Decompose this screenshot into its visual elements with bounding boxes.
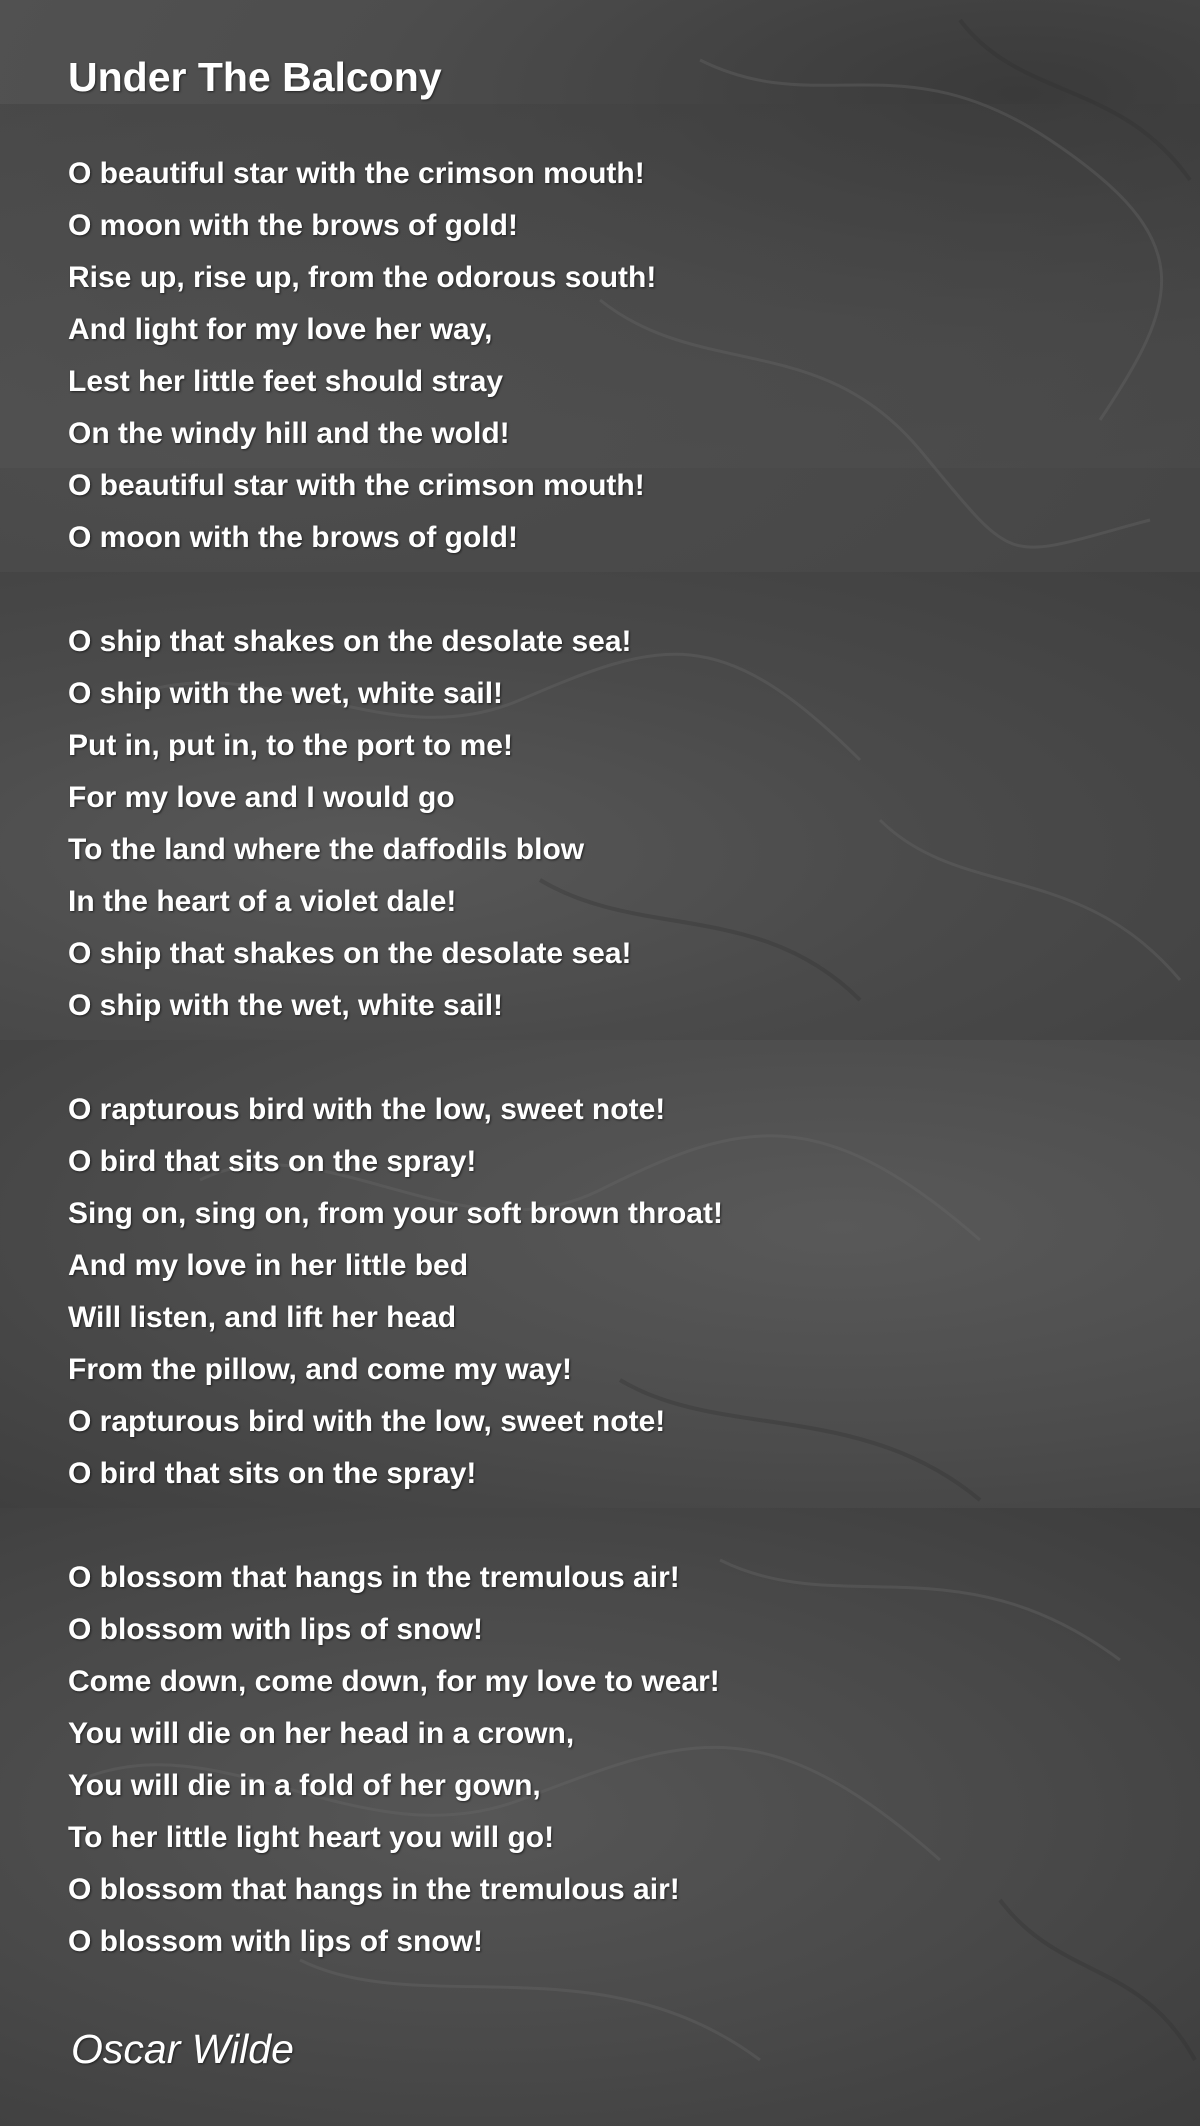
poem-line: O ship with the wet, white sail!: [68, 677, 504, 710]
stanza-2: [68, 616, 632, 1032]
poem-line: And light for my love her way,: [68, 313, 493, 346]
poem-line: For my love and I would go: [68, 781, 455, 814]
poem-line: O bird that sits on the spray!: [68, 1145, 477, 1178]
poem-line: You will die on her head in a crown,: [68, 1717, 575, 1750]
stanza-4: [68, 1552, 720, 1968]
poem-line: O blossom with lips of snow!: [68, 1925, 484, 1958]
poem-line: To her little light heart you will go!: [68, 1821, 555, 1854]
poem-line: In the heart of a violet dale!: [68, 885, 457, 918]
poem-line: O beautiful star with the crimson mouth!: [68, 157, 645, 190]
poem-line: O bird that sits on the spray!: [68, 1457, 477, 1490]
poem-line: O ship that shakes on the desolate sea!: [68, 625, 632, 658]
poem-line: And my love in her little bed: [68, 1249, 469, 1282]
poem-line: Rise up, rise up, from the odorous south!: [68, 261, 657, 294]
poem-line: Sing on, sing on, from your soft brown throat!: [68, 1197, 723, 1230]
poem-title: Under The Balcony: [68, 54, 442, 100]
poem-line: You will die in a fold of her gown,: [68, 1769, 541, 1802]
poem-line: On the windy hill and the wold!: [68, 417, 510, 450]
poem-line: O beautiful star with the crimson mouth!: [68, 469, 645, 502]
poem-line: To the land where the daffodils blow: [68, 833, 585, 866]
poem-line: Will listen, and lift her head: [68, 1301, 457, 1334]
poem-line: O ship that shakes on the desolate sea!: [68, 937, 632, 970]
poem-line: O rapturous bird with the low, sweet note!: [68, 1093, 666, 1126]
poem-line: Put in, put in, to the port to me!: [68, 729, 513, 762]
poem-line: Lest her little feet should stray: [68, 365, 504, 398]
poem-line: O blossom that hangs in the tremulous air!: [68, 1561, 680, 1594]
poem-author: Oscar Wilde: [71, 2026, 294, 2072]
poem-line: Come down, come down, for my love to wear!: [68, 1665, 720, 1698]
poem-line: O moon with the brows of gold!: [68, 521, 518, 554]
poem-line: O blossom with lips of snow!: [68, 1613, 484, 1646]
poem-line: O blossom that hangs in the tremulous air!: [68, 1873, 680, 1906]
stanza-1: [68, 148, 656, 564]
poem-line: From the pillow, and come my way!: [68, 1353, 572, 1386]
stanza-3: [68, 1084, 723, 1500]
poem-line: O moon with the brows of gold!: [68, 209, 518, 242]
poem-line: O rapturous bird with the low, sweet note!: [68, 1405, 666, 1438]
poem-line: O ship with the wet, white sail!: [68, 989, 504, 1022]
